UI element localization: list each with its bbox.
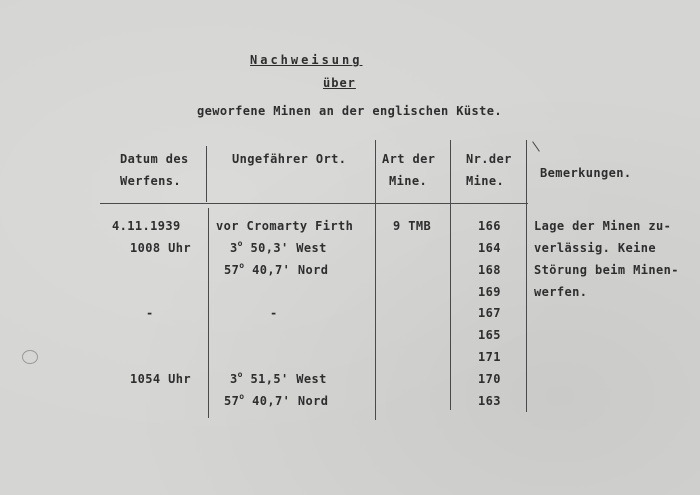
row-1-datum: 4.11.1939 (112, 219, 181, 233)
row-2-nr: 164 (478, 241, 501, 255)
degree-symbol: o (239, 261, 245, 270)
row-3-nr: 168 (478, 263, 501, 277)
header-rule (100, 203, 528, 204)
header-art-line1: Art der (382, 152, 436, 166)
bemerkungen-line-2: verlässig. Keine (534, 241, 656, 255)
column-divider-2 (375, 140, 376, 420)
row-8-nr: 170 (478, 372, 501, 386)
row-8-ort-degrees: 3 (230, 372, 238, 386)
column-divider-3 (450, 140, 451, 410)
row-3-ort (224, 263, 328, 277)
row-4-nr: 169 (478, 285, 501, 299)
row-8-ort (230, 372, 327, 386)
row-5-datum: - (146, 306, 154, 320)
row-2-ort-minutes: 50,3' West (242, 241, 327, 255)
header-nr-line1: Nr.der (466, 152, 512, 166)
row-9-ort-minutes: 40,7' Nord (244, 394, 329, 408)
row-1-nr: 166 (478, 219, 501, 233)
paper-hole-mark (22, 350, 38, 364)
column-divider-1 (206, 146, 207, 202)
row-9-ort (224, 394, 328, 408)
header-bemerkungen: Bemerkungen. (540, 166, 632, 180)
bemerkungen-line-4: werfen. (534, 285, 588, 299)
degree-symbol: o (237, 239, 243, 248)
row-1-art: 9 TMB (393, 219, 432, 233)
bemerkungen-line-1: Lage der Minen zu- (534, 219, 672, 233)
row-2-ort-degrees: 3 (230, 241, 238, 255)
row-1-ort: vor Cromarty Firth (216, 219, 354, 233)
row-7-nr: 171 (478, 350, 501, 364)
row-9-ort-degrees: 57 (224, 394, 240, 408)
row-6-nr: 165 (478, 328, 501, 342)
row-3-ort-degrees: 57 (224, 263, 240, 277)
row-3-ort-minutes: 40,7' Nord (244, 263, 329, 277)
header-ort: Ungefährer Ort. (232, 152, 347, 166)
row-5-ort: - (270, 306, 278, 320)
row-8-datum: 1054 Uhr (130, 372, 191, 386)
header-art-line2: Mine. (389, 174, 428, 188)
row-8-ort-minutes: 51,5' West (242, 372, 327, 386)
header-datum-line1: Datum des (120, 152, 189, 166)
header-nr-line2: Mine. (466, 174, 505, 188)
header-datum-line2: Werfens. (120, 174, 181, 188)
row-9-nr: 163 (478, 394, 501, 408)
column-divider-1b (208, 208, 209, 418)
header-tick (532, 141, 540, 151)
row-5-nr: 167 (478, 306, 501, 320)
row-2-ort (230, 241, 327, 255)
document-title: Nachweisung (250, 53, 363, 67)
degree-symbol: o (237, 370, 243, 379)
bemerkungen-line-3: Störung beim Minen- (534, 263, 679, 277)
row-2-datum: 1008 Uhr (130, 241, 191, 255)
column-divider-4 (526, 140, 527, 412)
document-subtitle: geworfene Minen an der englischen Küste. (197, 104, 502, 118)
document-ueber: über (323, 76, 356, 90)
degree-symbol: o (239, 392, 245, 401)
